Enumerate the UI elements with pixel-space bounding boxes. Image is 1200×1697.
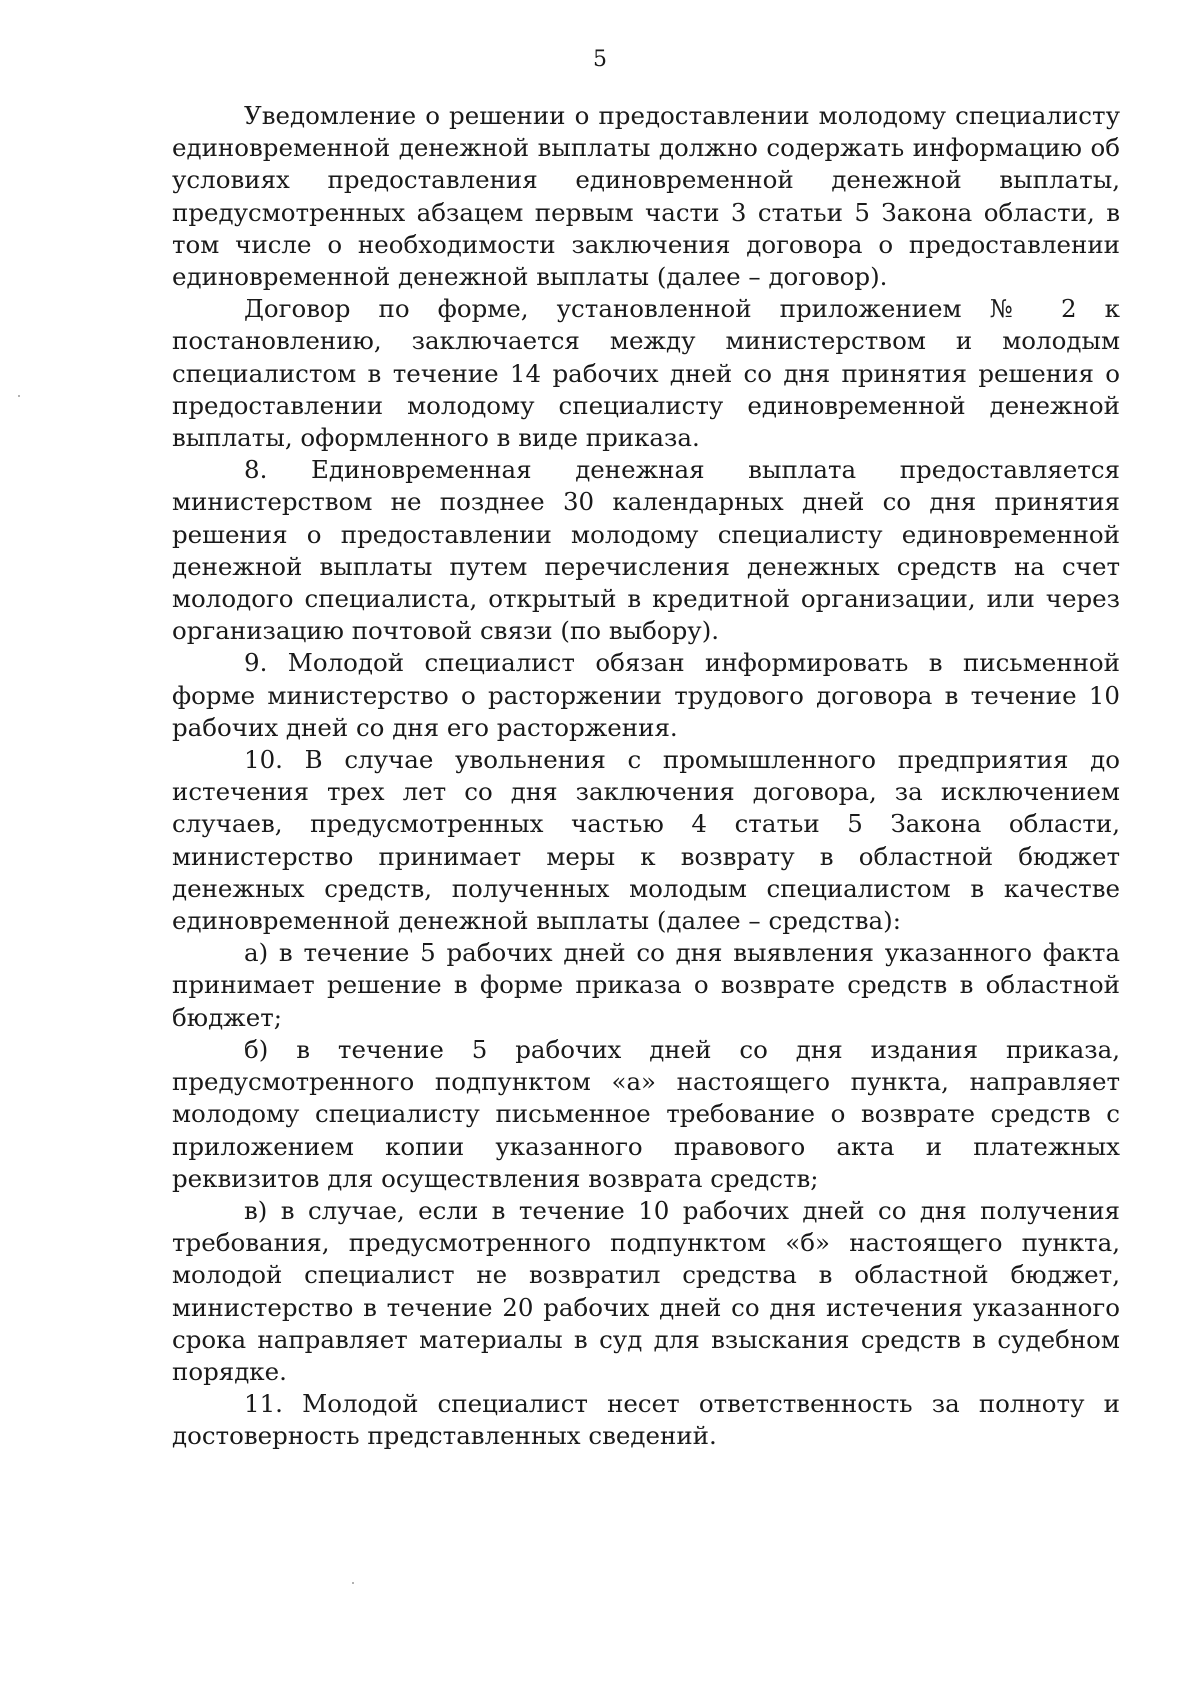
paragraph-item-8: 8. Единовременная денежная выплата предоставляется министерством не позднее 30 календарных дней со дня принятия решения о предоставлении молодому специалисту единовременной денежной выплаты путем перечисления денежных средств на счет молодого специалиста, открытый в кредитной организации, или через организацию почтовой связи (по выбору). xyxy=(172,455,1120,646)
scan-speck xyxy=(352,1582,354,1584)
scan-speck xyxy=(18,395,20,397)
paragraph-item-11: 11. Молодой специалист несет ответственность за полноту и достоверность представленных сведений. xyxy=(172,1389,1120,1451)
page-number: 5 xyxy=(593,47,607,72)
paragraph-notification: Уведомление о решении о предоставлении молодому специалисту единовременной денежной выплаты должно содержать информацию об условиях предоставления единовременной денежной выплаты, предусмотренных абзацем первым части 3 статьи 5 Закона области, в том числе о необходимости заключения договора о предоставлении единовременной денежной выплаты (далее – договор). xyxy=(172,101,1120,292)
paragraph-item-9: 9. Молодой специалист обязан информировать в письменной форме министерство о расторжении трудового договора в течение 10 рабочих дней со дня его расторжения. xyxy=(172,648,1120,742)
document-body xyxy=(172,100,1120,1453)
subparagraph-v: в) в случае, если в течение 10 рабочих дней со дня получения требования, предусмотренного подпунктом «б» настоящего пункта, молодой специалист не возвратил средства в областной бюджет, министерство в течение 20 рабочих дней со дня истечения указанного срока направляет материалы в суд для взыскания средств в судебном порядке. xyxy=(172,1195,1120,1386)
subparagraph-a: а) в течение 5 рабочих дней со дня выявления указанного факта принимает решение в форме приказа о возврате средств в областной бюджет; xyxy=(172,938,1120,1032)
paragraph-contract: Договор по форме, установленной приложением № 2 к постановлению, заключается между министерством и молодым специалистом в течение 14 рабочих дней со дня принятия решения о предоставлении молодому специалисту единовременной денежной выплаты, оформленного в виде приказа. xyxy=(172,294,1120,453)
subparagraph-b: б) в течение 5 рабочих дней со дня издания приказа, предусмотренного подпунктом «а» настоящего пункта, направляет молодому специалисту письменное требование о возврате средств с приложением копии указанного правового акта и платежных реквизитов для осуществления возврата средств; xyxy=(172,1034,1120,1193)
paragraph-item-10: 10. В случае увольнения с промышленного предприятия до истечения трех лет со дня заключения договора, за исключением случаев, предусмотренных частью 4 статьи 5 Закона области, министерство принимает меры к возврату в областной бюджет денежных средств, полученных молодым специалистом в качестве единовременной денежной выплаты (далее – средства): xyxy=(172,745,1120,936)
